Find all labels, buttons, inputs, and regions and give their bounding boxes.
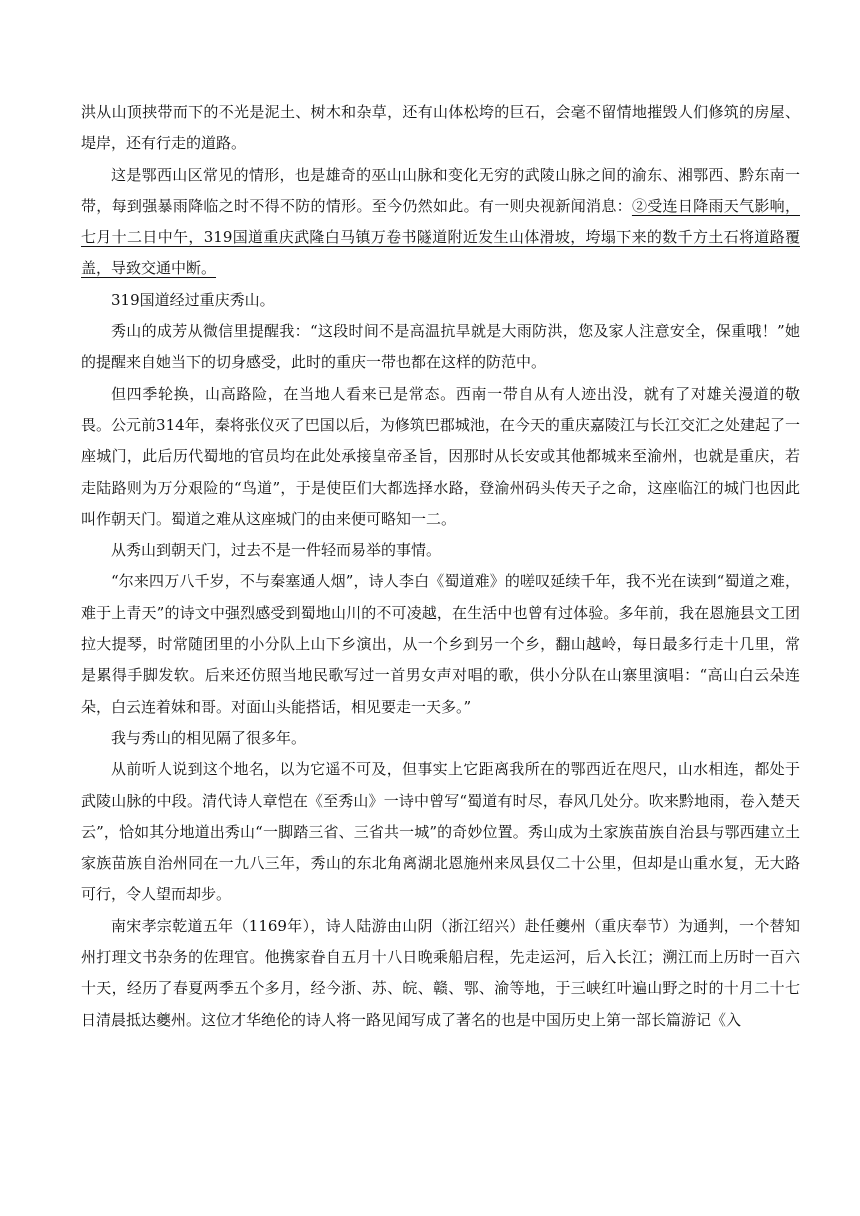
- paragraph: 秀山的成芳从微信里提醒我：“这段时间不是高温抗旱就是大雨防洪，您及家人注意安全，保重哦！”她的提醒来自她当下的切身感受，此时的重庆一带也都在这样的防范中。: [81, 322, 800, 372]
- paragraph: “尔来四万八千岁，不与秦塞通人烟”，诗人李白《蜀道难》的嗟叹延续千年，我不光在读到“蜀道之难，难于上青天”的诗文中强烈感受到蜀地山川的不可凌越，在生活中也曾有过体验。多年前，我在恩施县文工团拉大提琴，时常随团里的小分队上山下乡演出，从一个乡到另一个乡，翻山越岭，每日最多行走十几里，常是累得手脚发软。后来还仿照当地民歌写过一首男女声对唱的歌，供小分队在山寨里演唱：“高山白云朵连朵，白云连着妹和哥。对面山头能搭话，相见要走一天多。”: [81, 572, 800, 716]
- paragraph: 我与秀山的相见隔了很多年。: [111, 728, 307, 747]
- paragraph: 从秀山到朝天门，过去不是一件轻而易举的事情。: [111, 541, 442, 560]
- paragraph: 从前听人说到这个地名，以为它遥不可及，但事实上它距离我所在的鄂西近在咫尺，山水相连，都处于武陵山脉的中段。清代诗人章恺在《至秀山》一诗中曾写“蜀道有时尽，春风几处分。吹来黔地雨，卷入楚天云”，恰如其分地道出秀山“一脚踏三省、三省共一城”的奇妙位置。秀山成为土家族苗族自治县与鄂西建立土家族苗族自治州同在一九八三年，秀山的东北角离湖北恩施州来凤县仅二十公里，但却是山重水复，无大路可行，令人望而却步。: [81, 760, 800, 904]
- paragraph-text: 这是鄂西山区常见的情形，也是雄奇的巫山山脉和变化无穷的武陵山脉之间的渝东、湘鄂西、黔东南一带，每到强暴雨降临之时不得不防的情形。至今仍然如此。有一则央视新闻消息：: [81, 165, 800, 215]
- underlined-quote: ②受连日降雨天气影响，七月十二日中午，319国道重庆武隆白马镇万卷书隧道附近发生山体滑坡，垮塌下来的数千方土石将道路覆盖，导致交通中断。: [81, 196, 800, 278]
- paragraph: 但四季轮换，山高路险，在当地人看来已是常态。西南一带自从有人迹出没，就有了对雄关漫道的敬畏。公元前314年，秦将张仪灭了巴国以后，为修筑巴郡城池，在今天的重庆嘉陵江与长江交汇之处建起了一座城门，此后历代蜀地的官员均在此处承接皇帝圣旨，因那时从长安或其他都城来至渝州，也就是重庆，若走陆路则为万分艰险的“鸟道”，于是使臣们大都选择水路，登渝州码头传天子之命，这座临江的城门也因此叫作朝天门。蜀道之难从这座城门的由来便可略知一二。: [81, 384, 800, 528]
- paragraph: 319国道经过重庆秀山。: [111, 290, 275, 309]
- paragraph: [81, 160, 800, 285]
- paragraph: 南宋孝宗乾道五年（1169年），诗人陆游由山阴（浙江绍兴）赴任夔州（重庆奉节）为通判，一个替知州打理文书杂务的佐理官。他携家眷自五月十八日晚乘船启程，先走运河，后入长江；溯江而上历时一百六十天，经历了春夏两季五个多月，经今浙、苏、皖、赣、鄂、渝等地，于三峡红叶遍山野之时的十月二十七日清晨抵达夔州。这位才华绝伦的诗人将一路见闻写成了著名的也是中国历史上第一部长篇游记《入: [81, 916, 800, 1029]
- paragraph: 洪从山顶挟带而下的不光是泥土、树木和杂草，还有山体松垮的巨石，会毫不留情地摧毁人们修筑的房屋、堤岸，还有行走的道路。: [81, 103, 800, 153]
